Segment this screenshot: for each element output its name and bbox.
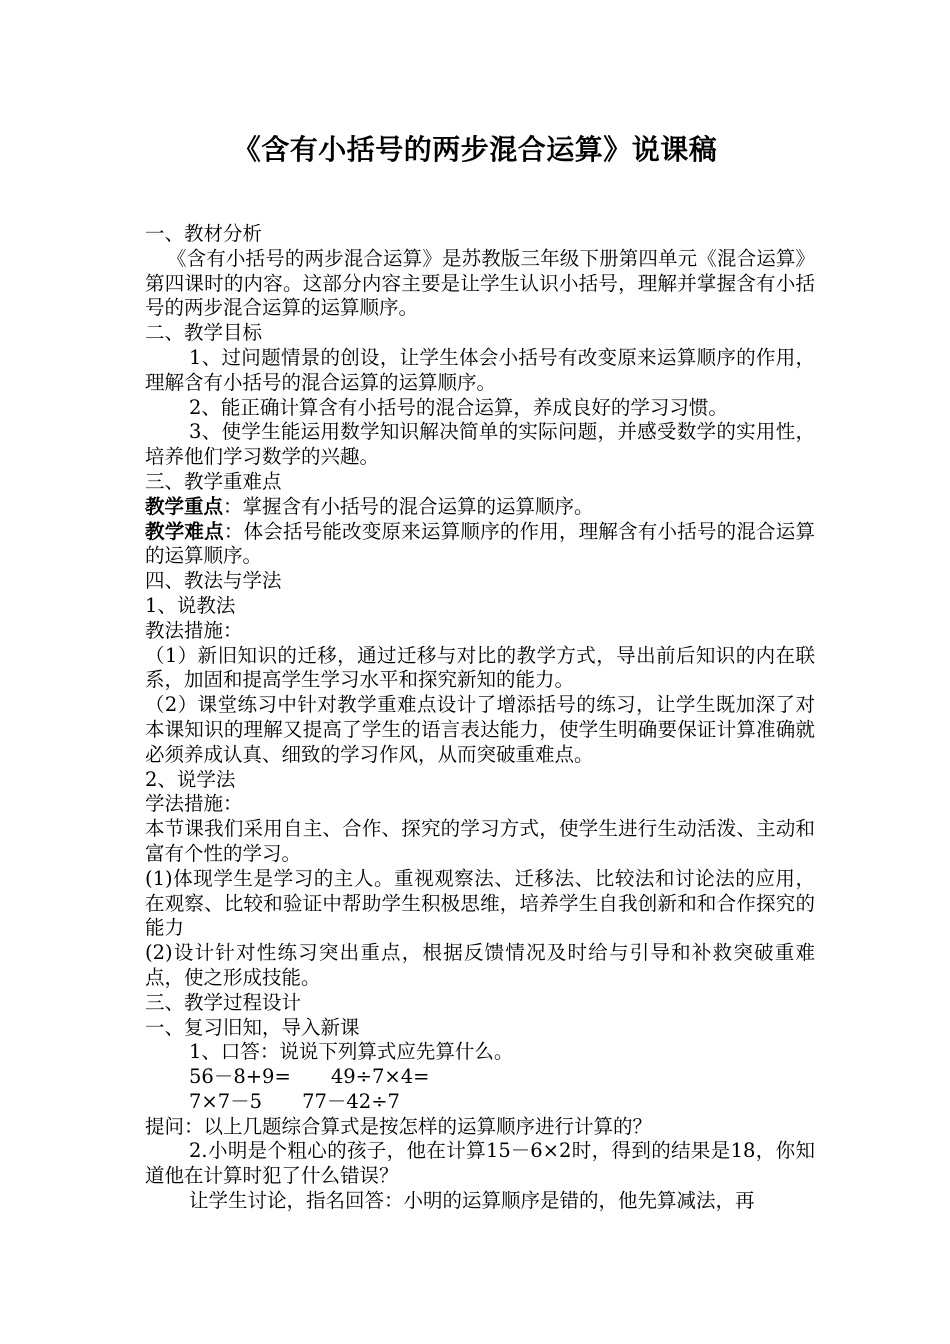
section-heading-material: 一、教材分析: [145, 222, 263, 245]
discussion-paragraph: 让学生讨论，指名回答：小明的运算顺序是错的，他先算减法，再: [189, 1189, 755, 1213]
learning-method-heading: 2、说学法: [145, 767, 236, 791]
teaching-method-heading: 1、说教法: [145, 593, 236, 617]
learning-measure-2: (2)设计针对性练习突出重点，根据反馈情况及时给与引导和补救突破重难点，使之形成技能。: [145, 941, 815, 989]
learning-measures-label: 学法措施：: [145, 792, 243, 816]
document-body: [145, 222, 815, 1214]
material-analysis-paragraph: 《含有小括号的两步混合运算》是苏教版三年级下册第四单元《混合运算》第四课时的内容。这部分内容主要是让学生认识小括号，理解并掌握含有小括号的两步混合运算的运算顺序。: [145, 246, 815, 320]
key-point-text: ：掌握含有小括号的混合运算的运算顺序。: [223, 494, 594, 518]
key-point-label: 教学重点: [145, 494, 224, 518]
learning-intro: 本节课我们采用自主、合作、探究的学习方式，使学生进行生动活泼、主动和富有个性的学习。: [145, 817, 815, 865]
oral-question: 1、口答：说说下列算式应先算什么。: [189, 1040, 514, 1064]
difficulty-label: 教学难点: [145, 519, 224, 543]
section-heading-methods: 四、教法与学法: [145, 569, 282, 593]
section-heading-process: 三、教学过程设计: [145, 990, 302, 1014]
goal-item-3: 3、使学生能运用数学知识解决简单的实际问题，并感受数学的实用性，培养他们学习数学的兴趣。: [145, 420, 815, 469]
step-1-heading: 一、复习旧知，导入新课: [145, 1015, 360, 1039]
xiaoming-paragraph: 2.小明是个粗心的孩子，他在计算15－6×2时，得到的结果是18，你知道他在计算时犯了什么错误？: [145, 1139, 815, 1188]
teaching-measures-label: 教法措施：: [145, 618, 243, 642]
expression-row-2: [145, 1090, 815, 1115]
goal-item-1: 1、过问题情景的创设，让学生体会小括号有改变原来运算顺序的作用，理解含有小括号的混合运算的运算顺序。: [145, 345, 815, 394]
expression-row-1: [145, 1065, 815, 1090]
section-heading-key-points: 三、教学重难点: [145, 469, 282, 493]
key-point-paragraph: [145, 495, 815, 520]
expression-4: 77－42÷7: [302, 1089, 400, 1113]
document-title: 《含有小括号的两步混合运算》说课稿: [232, 133, 718, 166]
difficulty-paragraph: [145, 520, 815, 570]
question-paragraph: 提问：以上几题综合算式是按怎样的运算顺序进行计算的？: [145, 1114, 653, 1138]
learning-measure-1: (1)体现学生是学习的主人。重视观察法、迁移法、比较法和讨论法的应用，在观察、比较和验证中帮助学生积极思维，培养学生自我创新和和合作探究的能力: [145, 866, 815, 940]
expression-2: 49÷7×4=: [330, 1065, 430, 1089]
difficulty-text: ：体会括号能改变原来运算顺序的作用，理解含有小括号的混合运算的运算顺序。: [145, 519, 815, 568]
teaching-measure-1: （1）新旧知识的迁移，通过迁移与对比的教学方式，导出前后知识的内在联系，加固和提高学生学习水平和探究新知的能力。: [145, 643, 815, 692]
goal-item-2: 2、能正确计算含有小括号的混合运算，养成良好的学习习惯。: [189, 395, 728, 419]
section-heading-goals: 二、教学目标: [145, 321, 263, 345]
expression-3: 7×7－5: [189, 1089, 263, 1113]
teaching-measure-2: （2）课堂练习中针对教学重难点设计了增添括号的练习，让学生既加深了对本课知识的理解又提高了学生的语言表达能力，使学生明确要保证计算准确就必须养成认真、细致的学习作风，从而突破重难点。: [145, 693, 815, 766]
expression-1: 56－8+9=: [189, 1065, 291, 1089]
